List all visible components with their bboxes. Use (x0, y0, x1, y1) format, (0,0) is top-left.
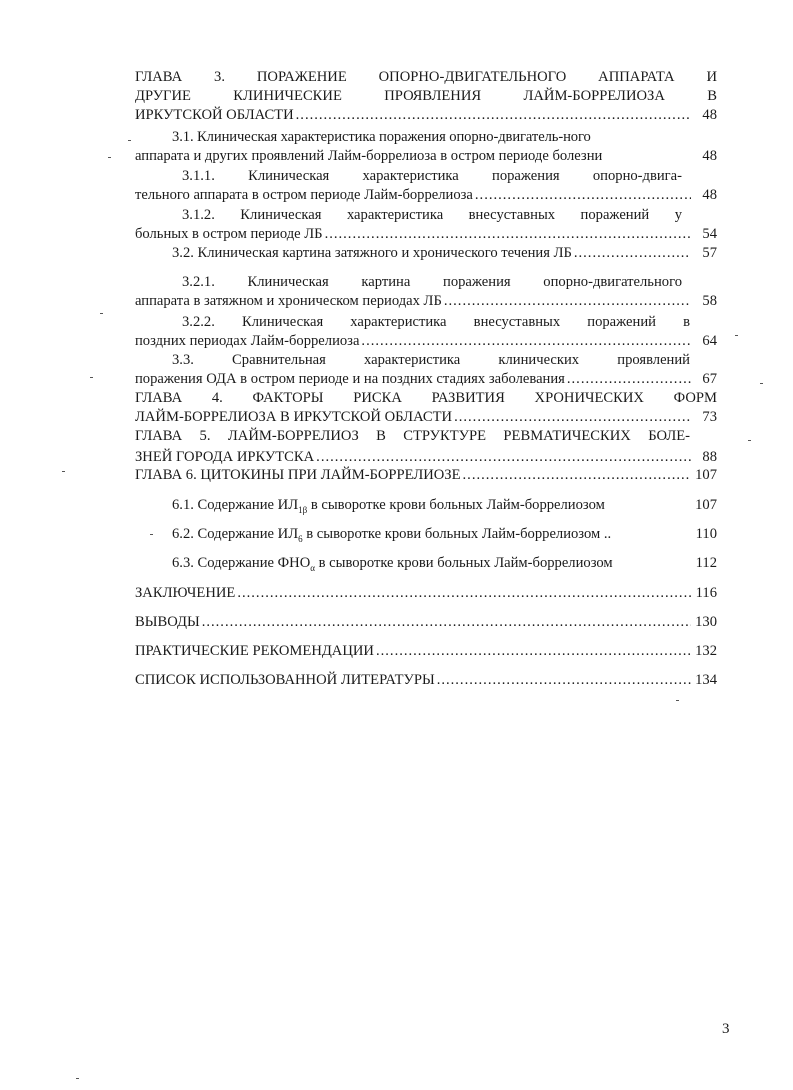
toc-section-3-3-line2: поражения ОДА в остром периоде и на поздних стадиях заболевания (135, 371, 565, 387)
scan-speck (100, 313, 103, 314)
toc-section-3-2-2-line1: 3.2.2. Клиническая характеристика внесуставных поражений в (182, 314, 690, 330)
scan-speck (62, 471, 65, 472)
toc-chapter-4-line2: ЛАЙМ-БОРРЕЛИОЗА В ИРКУТСКОЙ ОБЛАСТИ (135, 409, 453, 425)
toc-page-number: 48 (702, 148, 717, 164)
toc-page-number: 64 (702, 333, 717, 349)
toc-section-6-1-text-a: 6.1. Содержание ИЛ (172, 497, 299, 513)
toc-chapter-4-line1: ГЛАВА 4. ФАКТОРЫ РИСКА РАЗВИТИЯ ХРОНИЧЕСКИХ ФОРМ (135, 390, 717, 406)
toc-section-3-1-2 (135, 206, 717, 244)
leader-dots (316, 448, 691, 467)
leader-dots (574, 244, 691, 263)
leader-dots (296, 106, 691, 125)
toc-section-3-1-2-line1: 3.1.2. Клиническая характеристика внесуставных поражений у (182, 207, 682, 223)
toc-section-3-1 (135, 128, 717, 166)
toc-section-6-2-subscript: 6 (298, 533, 303, 544)
toc-page-number: 54 (702, 226, 717, 242)
toc-findings (135, 613, 717, 632)
toc-chapter-3-line1: ГЛАВА 3. ПОРАЖЕНИЕ ОПОРНО-ДВИГАТЕЛЬНОГО АППАРАТА И (135, 69, 717, 85)
toc-section-6-3-text-b: в сыворотке крови больных Лайм-боррелиозом (314, 555, 613, 571)
toc-chapter-3 (135, 68, 717, 125)
toc-conclusion-label: ЗАКЛЮЧЕНИЕ (135, 585, 236, 601)
scan-speck (676, 700, 679, 701)
toc-section-6-2 (172, 525, 717, 544)
leader-dots (361, 332, 691, 351)
toc-section-3-2-2-line2: поздних периодах Лайм-боррелиоза (135, 333, 360, 349)
toc-section-3-2-line1: 3.2. Клиническая картина затяжного и хронического течения ЛБ (172, 245, 572, 261)
toc-conclusion (135, 584, 717, 603)
toc-section-3-1-2-line2: больных в остром периоде ЛБ (135, 226, 323, 242)
toc-section-3-1-1-line1: 3.1.1. Клиническая характеристика поражения опорно-двига- (182, 168, 682, 184)
toc-section-6-3 (172, 554, 717, 573)
toc-section-3-3-line1: 3.3. Сравнительная характеристика клинических проявлений (172, 352, 690, 368)
toc-chapter-3-line2: ДРУГИЕ КЛИНИЧЕСКИЕ ПРОЯВЛЕНИЯ ЛАЙМ-БОРРЕЛИОЗА В (135, 88, 717, 104)
leader-dots (463, 466, 691, 485)
toc-page-number: 116 (695, 585, 717, 601)
toc-chapter-3-line3: ИРКУТСКОЙ ОБЛАСТИ (135, 107, 294, 123)
scan-speck (735, 335, 738, 336)
scan-speck (128, 140, 131, 141)
toc-recommendations (135, 642, 717, 661)
toc-section-3-2-1-line1: 3.2.1. Клиническая картина поражения опорно-двигательного (182, 274, 682, 290)
page-number: 3 (722, 1021, 730, 1037)
toc-section-3-2 (172, 244, 717, 263)
toc-findings-label: ВЫВОДЫ (135, 614, 200, 630)
leader-dots (444, 292, 691, 311)
toc-page-number: 48 (702, 107, 717, 123)
toc-section-3-3 (135, 351, 717, 389)
toc-chapter-6 (135, 466, 717, 485)
toc-references-label: СПИСОК ИСПОЛЬЗОВАННОЙ ЛИТЕРАТУРЫ (135, 672, 435, 688)
scan-speck (76, 1078, 79, 1079)
toc-section-3-2-1-line2: аппарата в затяжном и хроническом периодах ЛБ (135, 293, 442, 309)
toc-chapter-5 (135, 427, 717, 467)
toc-page-number: 58 (702, 293, 717, 309)
toc-page-number: 132 (695, 643, 717, 659)
toc-page-number: 112 (695, 555, 717, 571)
toc-references (135, 671, 717, 690)
toc-recommendations-label: ПРАКТИЧЕСКИЕ РЕКОМЕНДАЦИИ (135, 643, 374, 659)
scan-speck (748, 440, 751, 441)
leader-dots (475, 186, 691, 205)
toc-section-3-2-1 (135, 273, 717, 311)
toc-page-number: 130 (695, 614, 717, 630)
toc-page-number: 110 (695, 526, 717, 542)
toc-section-3-1-1 (135, 167, 717, 205)
toc-section-6-2-text-a: 6.2. Содержание ИЛ (172, 526, 299, 542)
toc-chapter-6-line1: ГЛАВА 6. ЦИТОКИНЫ ПРИ ЛАЙМ-БОРРЕЛИОЗЕ (135, 467, 461, 483)
leader-dots (376, 642, 691, 661)
toc-section-6-1-text-b: в сыворотке крови больных Лайм-боррелиозом (307, 497, 605, 513)
scan-speck (760, 383, 763, 384)
toc-section-6-1 (172, 496, 717, 515)
leader-dots (454, 408, 691, 427)
toc-page-number: 73 (702, 409, 717, 425)
toc-page-number: 134 (695, 672, 717, 688)
toc-section-6-2-text-b: в сыворотке крови больных Лайм-боррелиозом .. (302, 526, 612, 542)
leader-dots (202, 613, 691, 632)
toc-chapter-4 (135, 389, 717, 427)
toc-section-3-1-line1: 3.1. Клиническая характеристика поражения опорно-двигатель-ного (172, 129, 591, 145)
toc-section-3-1-1-line2: тельного аппарата в остром периоде Лайм-боррелиоза (135, 187, 473, 203)
scan-speck (108, 157, 111, 158)
toc-page-number: 107 (695, 467, 717, 483)
toc-chapter-5-line1: ГЛАВА 5. ЛАЙМ-БОРРЕЛИОЗ В СТРУКТУРЕ РЕВМАТИЧЕСКИХ БОЛЕ- (135, 428, 690, 444)
toc-section-6-3-subscript: α (310, 562, 315, 573)
toc-chapter-5-line2: ЗНЕЙ ГОРОДА ИРКУТСКА (135, 449, 315, 465)
toc-page-number: 48 (702, 187, 717, 203)
toc-page-number: 67 (702, 371, 717, 387)
scan-speck (150, 534, 153, 535)
toc-section-6-3-text-a: 6.3. Содержание ФНО (172, 555, 311, 571)
leader-dots (325, 225, 691, 244)
toc-page-number: 107 (695, 497, 717, 513)
leader-dots (437, 671, 691, 690)
scan-speck (90, 377, 93, 378)
toc-page-number: 57 (702, 245, 717, 261)
toc-page-number: 88 (702, 449, 717, 465)
leader-dots (237, 584, 691, 603)
toc-section-6-1-subscript: 1β (298, 504, 308, 515)
leader-dots (567, 370, 691, 389)
toc-section-3-2-2 (135, 313, 717, 351)
toc-section-3-1-line2: аппарата и других проявлений Лайм-боррелиоза в остром периоде болезни (135, 148, 603, 164)
